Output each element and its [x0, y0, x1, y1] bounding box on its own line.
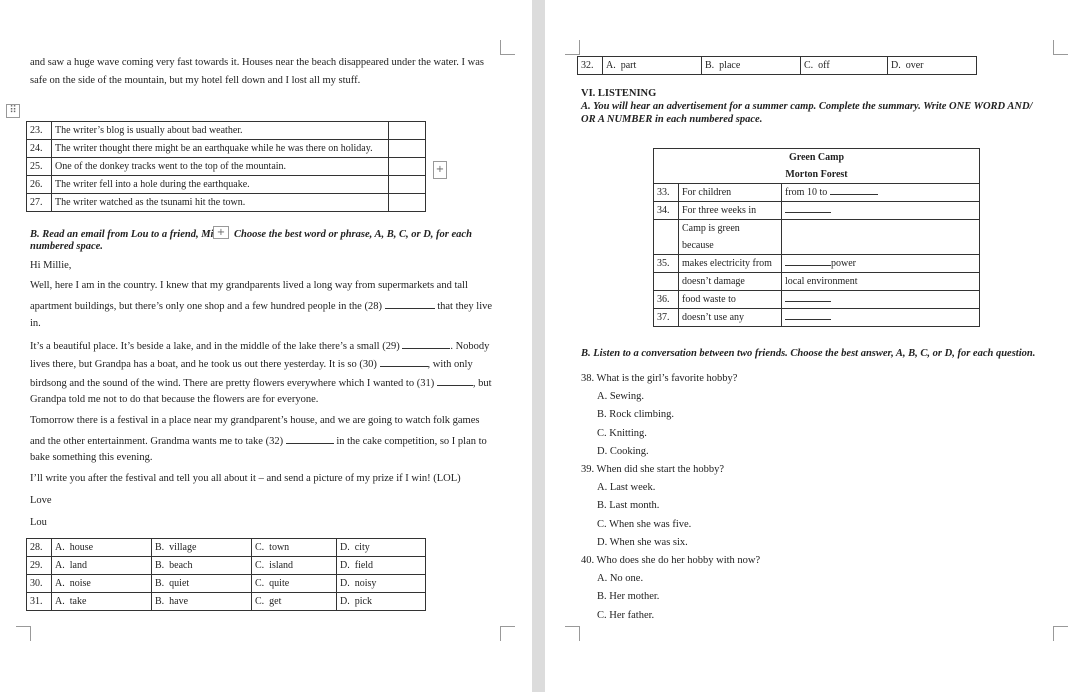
blank-36	[785, 291, 831, 302]
table-row: Camp is green	[654, 220, 980, 238]
option[interactable]: C. Her father.	[597, 610, 655, 621]
email-line: Well, here I am in the country. I knew that my grandparents lived a long way from supermarkets and tall	[30, 280, 468, 291]
answer-cell[interactable]	[389, 176, 426, 194]
answer-cell[interactable]	[389, 122, 426, 140]
email-line: It’s a beautiful place. It’s beside a lake, and in the middle of the lake there’s a small (29) . Nobody	[30, 338, 489, 354]
camp-summary-table	[653, 148, 980, 327]
blank-33	[830, 184, 878, 195]
option[interactable]: A. Last week.	[597, 482, 656, 493]
question: 40. Who does she do her hobby with now?	[581, 555, 761, 566]
crop-mark	[1053, 40, 1068, 55]
section-b-heading: B. Read an email from Lou to a friend, Mi	[30, 229, 214, 240]
listening-b-instruction: B. Listen to a conversation between two friends. Choose the best answer, A, B, C, or D, for each question.	[581, 348, 1036, 359]
email-line: Tomorrow there is a festival in a place near my grandparent’s house, and we are going to watch folk games	[30, 415, 480, 426]
table-row: 23. The writer’s blog is usually about bad weather.	[27, 122, 426, 140]
table-row: 29. A. land B. beach C. island D. field	[27, 557, 426, 575]
option[interactable]: B. Last month.	[597, 500, 660, 511]
left-page	[0, 0, 532, 692]
intro-line: safe on the side of the mountain, but my hotel fell down and I lost all my stuff.	[30, 75, 361, 86]
blank-30	[380, 356, 428, 367]
table-row: 37. doesn’t use any	[654, 309, 980, 327]
option[interactable]: A. No one.	[597, 573, 644, 584]
answer-cell[interactable]	[389, 140, 426, 158]
email-line: Grandpa told me not to do that because the flowers are for everyone.	[30, 394, 319, 405]
section-b-heading: numbered space.	[30, 241, 103, 252]
email-greeting: Hi Millie,	[30, 260, 72, 271]
email-line: apartment buildings, but there’s only one shop and a few hundred people in the (28) that they live	[30, 298, 492, 314]
table-row: 35. makes electricity from power	[654, 255, 980, 273]
answer-cell[interactable]	[389, 158, 426, 176]
option[interactable]: C. When she was five.	[597, 519, 692, 530]
multiple-choice-table	[26, 538, 426, 611]
option[interactable]: B. Rock climbing.	[597, 409, 674, 420]
blank-35	[785, 255, 831, 266]
table-move-handle-icon[interactable]: ⠿	[6, 104, 20, 118]
true-false-table	[26, 121, 426, 212]
option[interactable]: C. Knitting.	[597, 428, 647, 439]
crop-mark	[565, 626, 580, 641]
email-line: and the other entertainment. Grandma wants me to take (32) in the cake competition, so I plan to	[30, 433, 487, 449]
table-row: 28. A. house B. village C. town D. city	[27, 539, 426, 557]
email-line: bake something this evening.	[30, 452, 153, 463]
email-line: birdsong and the sound of the wind. There are pretty flowers everywhere which I wanted to (31) , but	[30, 375, 492, 391]
blank-31	[437, 375, 473, 386]
table-row: 24. The writer thought there might be an earthquake while he was there on holiday.	[27, 140, 426, 158]
table-row: 31. A. take B. have C. get D. pick	[27, 593, 426, 611]
add-row-icon[interactable]: +	[433, 161, 447, 179]
camp-title: Green Camp	[654, 149, 980, 167]
table-row: 30. A. noise B. quiet C. quite D. noisy	[27, 575, 426, 593]
crop-mark	[16, 626, 31, 641]
blank-34	[785, 202, 831, 213]
camp-subtitle: Morton Forest	[654, 166, 980, 184]
table-row: 27. The writer watched as the tsunami hit the town.	[27, 194, 426, 212]
table-row: doesn’t damage local environment	[654, 273, 980, 291]
page-gap	[532, 0, 545, 692]
crop-mark	[500, 626, 515, 641]
blank-29	[402, 338, 450, 349]
listening-a-instruction: A. You will hear an advertisement for a summer camp. Complete the summary. Write ONE WORD AND/	[581, 101, 1033, 112]
intro-line: and saw a huge wave coming very fast towards it. Houses near the beach disappeared under the water. I was	[30, 57, 484, 68]
blank-32	[286, 433, 334, 444]
crop-mark	[565, 40, 580, 55]
email-closing: Love	[30, 495, 52, 506]
section-title: VI. LISTENING	[581, 88, 657, 99]
crop-mark	[1053, 626, 1068, 641]
option[interactable]: D. Cooking.	[597, 446, 649, 457]
add-column-icon[interactable]: +	[213, 226, 229, 239]
table-row: 34. For three weeks in	[654, 202, 980, 220]
table-row: 26. The writer fell into a hole during the earthquake.	[27, 176, 426, 194]
email-signature: Lou	[30, 517, 47, 528]
blank-37	[785, 309, 831, 320]
table-row: 32. A. part B. place C. off D. over	[578, 57, 977, 75]
table-row: 33. For children from 10 to	[654, 184, 980, 202]
email-line: lives there, but Grandpa has a boat, and he took us out there yesterday. It is so (30) , with only	[30, 356, 473, 372]
section-b-heading: Choose the best word or phrase, A, B, C, or D, for each	[234, 229, 472, 240]
option[interactable]: A. Sewing.	[597, 391, 644, 402]
table-row: 25. One of the donkey tracks went to the top of the mountain.	[27, 158, 426, 176]
answer-cell[interactable]	[389, 194, 426, 212]
table-row: because	[654, 237, 980, 255]
email-line: in.	[30, 318, 41, 329]
option[interactable]: B. Her mother.	[597, 591, 660, 602]
question: 39. When did she start the hobby?	[581, 464, 724, 475]
blank-28	[385, 298, 435, 309]
question: 38. What is the girl’s favorite hobby?	[581, 373, 738, 384]
right-page	[545, 0, 1080, 692]
table-row: 36. food waste to	[654, 291, 980, 309]
crop-mark	[500, 40, 515, 55]
multiple-choice-table	[577, 56, 977, 75]
option[interactable]: D. When she was six.	[597, 537, 688, 548]
listening-a-instruction: OR A NUMBER in each numbered space.	[581, 114, 763, 125]
email-line: I’ll write you after the festival and tell you all about it – and send a picture of my prize if I win! (LOL)	[30, 473, 461, 484]
